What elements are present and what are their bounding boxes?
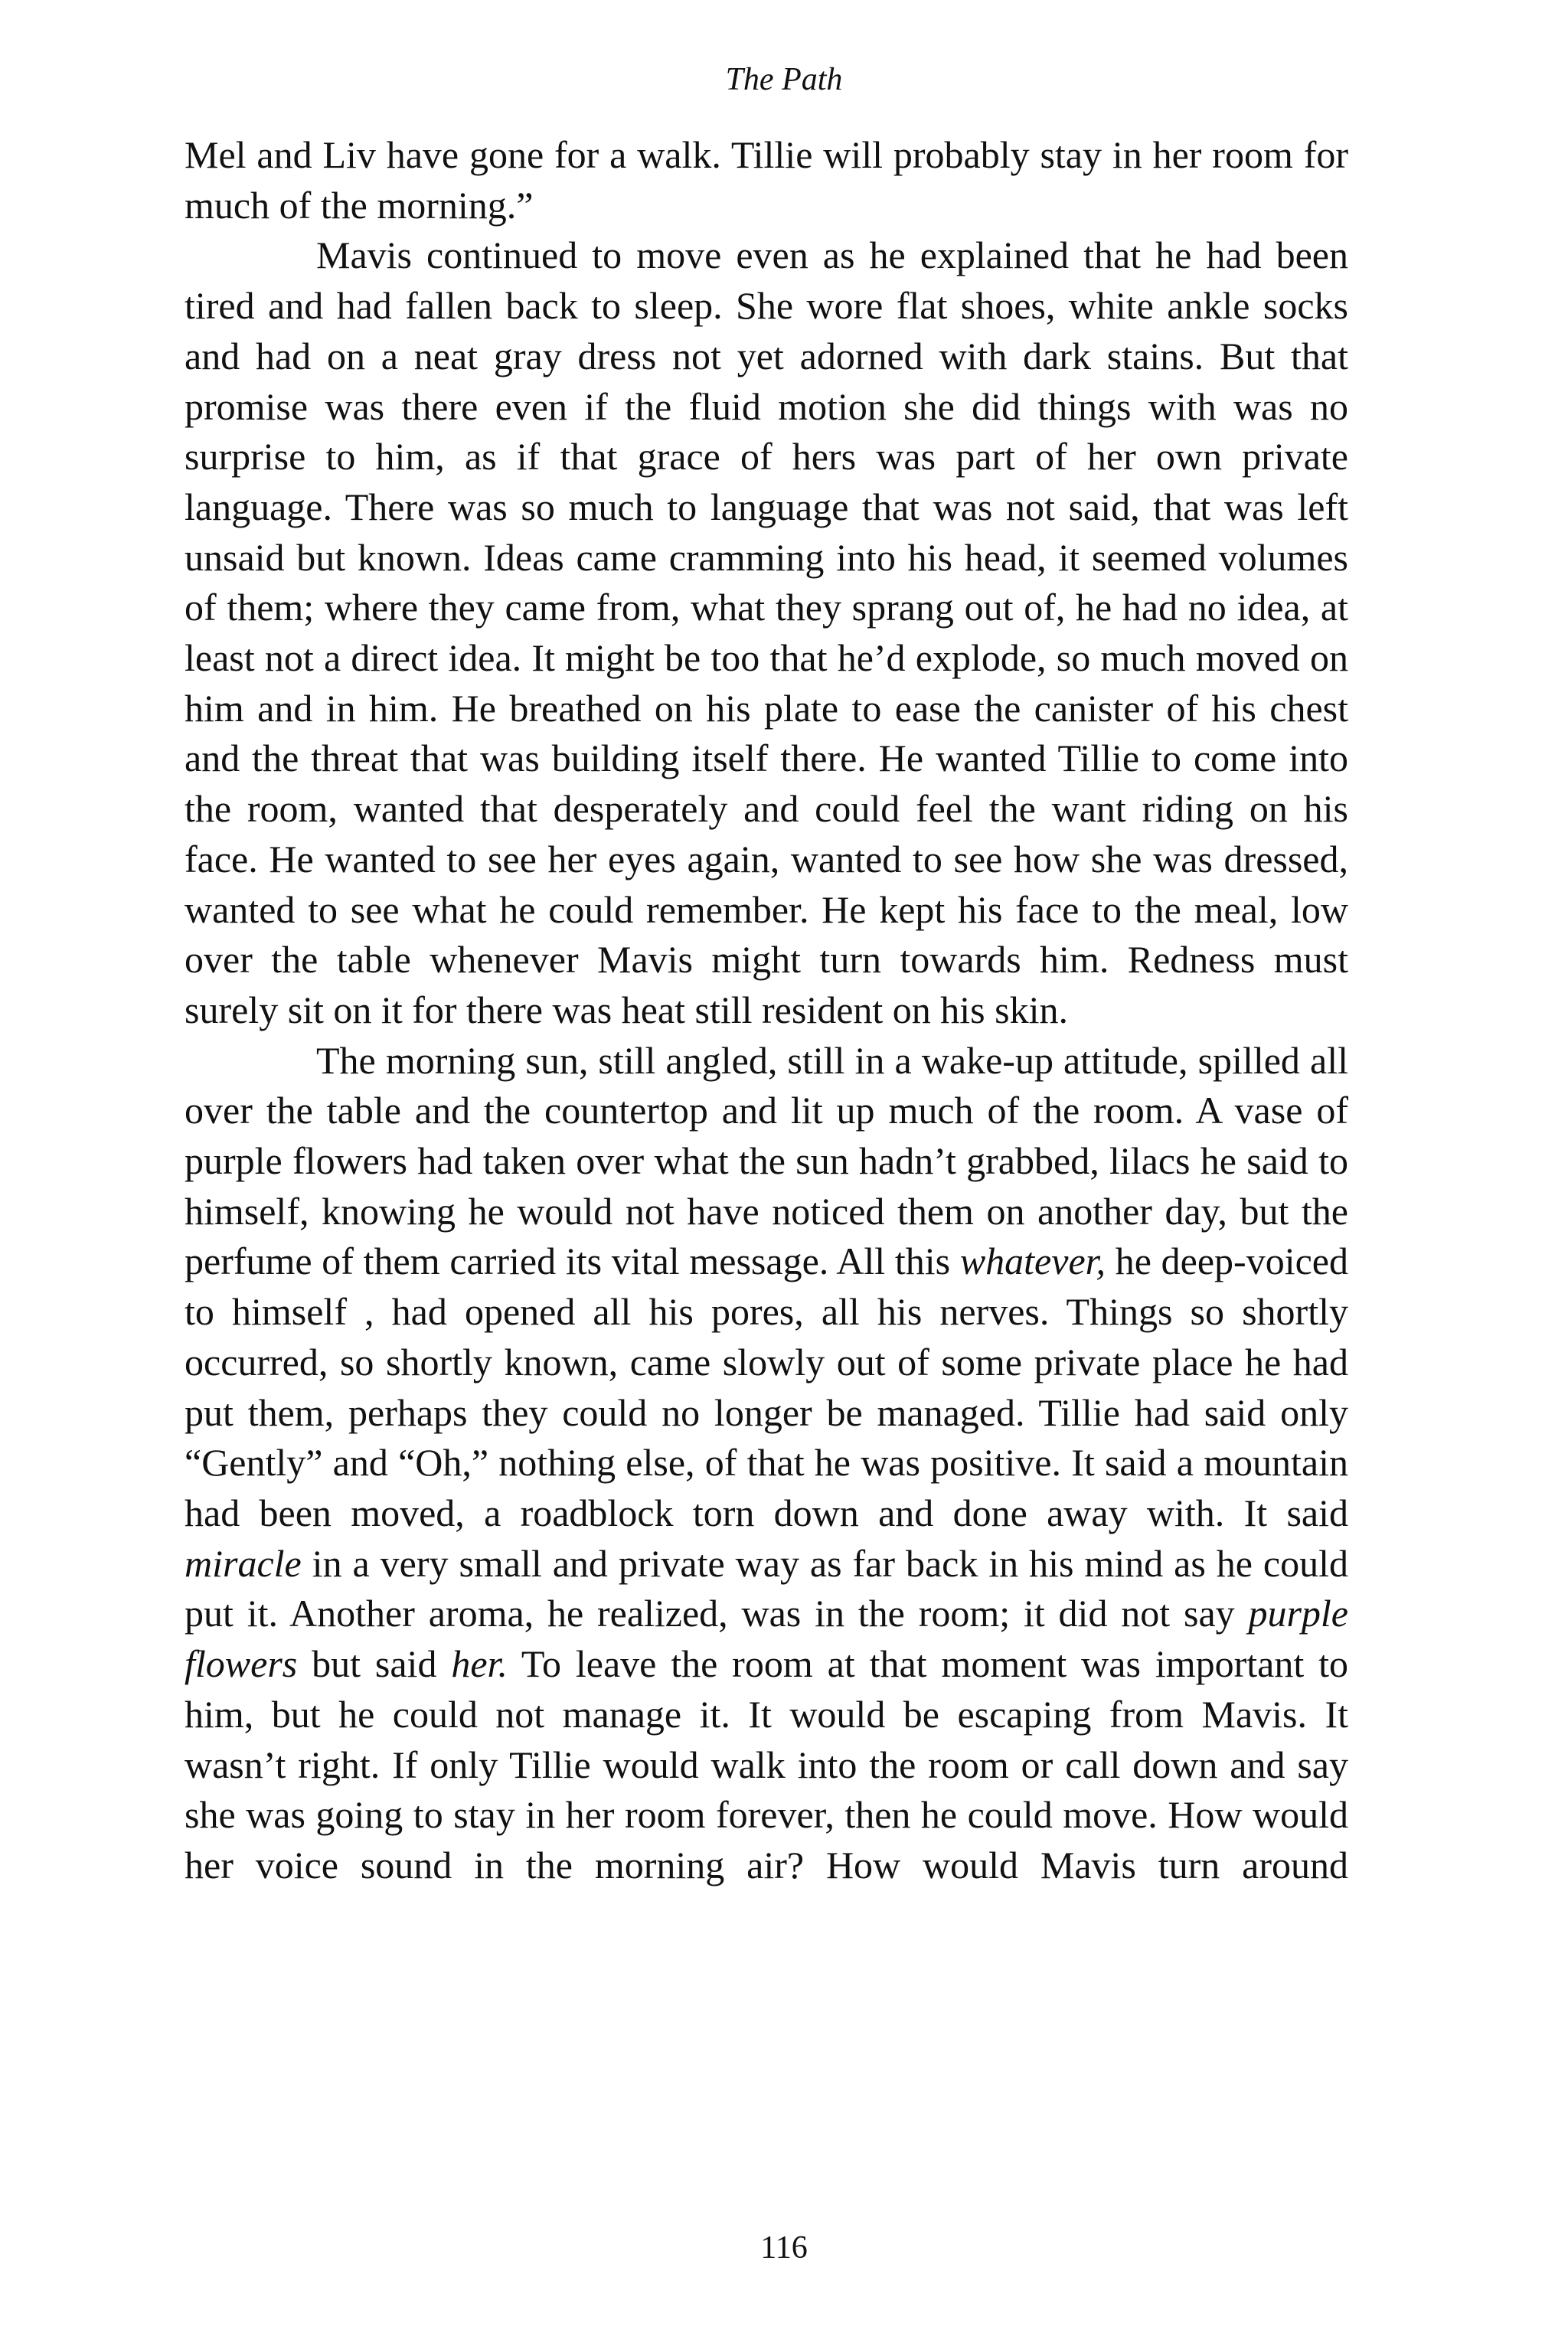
paragraph-morning-sun	[185, 1036, 1348, 1891]
paragraph-mavis: Mavis continued to move even as he explained that he had been tired and had fallen back to sleep. She wore flat shoes, white ankle socks and had on a neat gray dress not yet adorned with dark stains. But that promise was there even if the fluid motion she did things with was no surprise to him, as if that grace of hers was part of her own private language. There was so much to language that was not said, that was left unsaid but known. Ideas came cramming into his head, it seemed volumes of them; where they came from, what they sprang out of, he had no idea, at least not a direct idea. It might be too that he’d explode, so much moved on him and in him. He breathed on his plate to ease the canister of his chest and the threat that was building itself there. He wanted Tillie to come into the room, wanted that desperately and could feel the want riding on his face. He wanted to see her eyes again, wanted to see how she was dressed, wanted to see what he could remember. He kept his face to the meal, low over the table whenever Mavis might turn towards him. Redness must surely sit on it for there was heat still resident on his skin.	[185, 234, 1348, 1031]
italic-run: purple flowers	[185, 1592, 1348, 1686]
running-head: The Path	[725, 62, 843, 97]
italic-run: whatever,	[959, 1240, 1106, 1283]
text-run: To leave the room at that moment was important to him, but he could not manage it. It would be escaping from Mavis. It wasn’t right. If only Tillie would walk into the room or call down and say she was going to stay in her room forever, then he could move. How would her voice sound in the morning air? How would Mavis turn around	[185, 1642, 1349, 1886]
text-run: in a very small and private way as far back in his mind as he could put it. Another aroma, he realized, was in the room; it did not say	[185, 1541, 1348, 1635]
body-text	[185, 130, 1348, 1891]
page-number: 116	[760, 2230, 808, 2265]
italic-run: miracle	[185, 1541, 302, 1585]
text-run: but said	[297, 1642, 452, 1686]
text-run: he deep-voiced to himself , had opened all his pores, all his nerves. Things so shortly occurred, so shortly known, came slowly out of some private place he had put them, perhaps they could no longer be managed. Tillie had said only “Gently” and “Oh,” nothing else, of that he was positive. It said a mountain had been moved, a roadblock torn down and done away with. It said	[185, 1240, 1348, 1534]
paragraph-continued: Mel and Liv have gone for a walk. Tillie will probably stay in her room for much of the morning.”	[185, 133, 1348, 227]
italic-run: her.	[451, 1642, 508, 1686]
text-run: The morning sun, still angled, still in a wake-up attitude, spilled all over the table and the countertop and lit up much of the room. A vase of purple flowers had taken over what the sun hadn’t grabbed, lilacs he said to himself, knowing he would not have noticed them on another day, but the perfume of them carried its vital message. All this	[185, 1038, 1348, 1283]
